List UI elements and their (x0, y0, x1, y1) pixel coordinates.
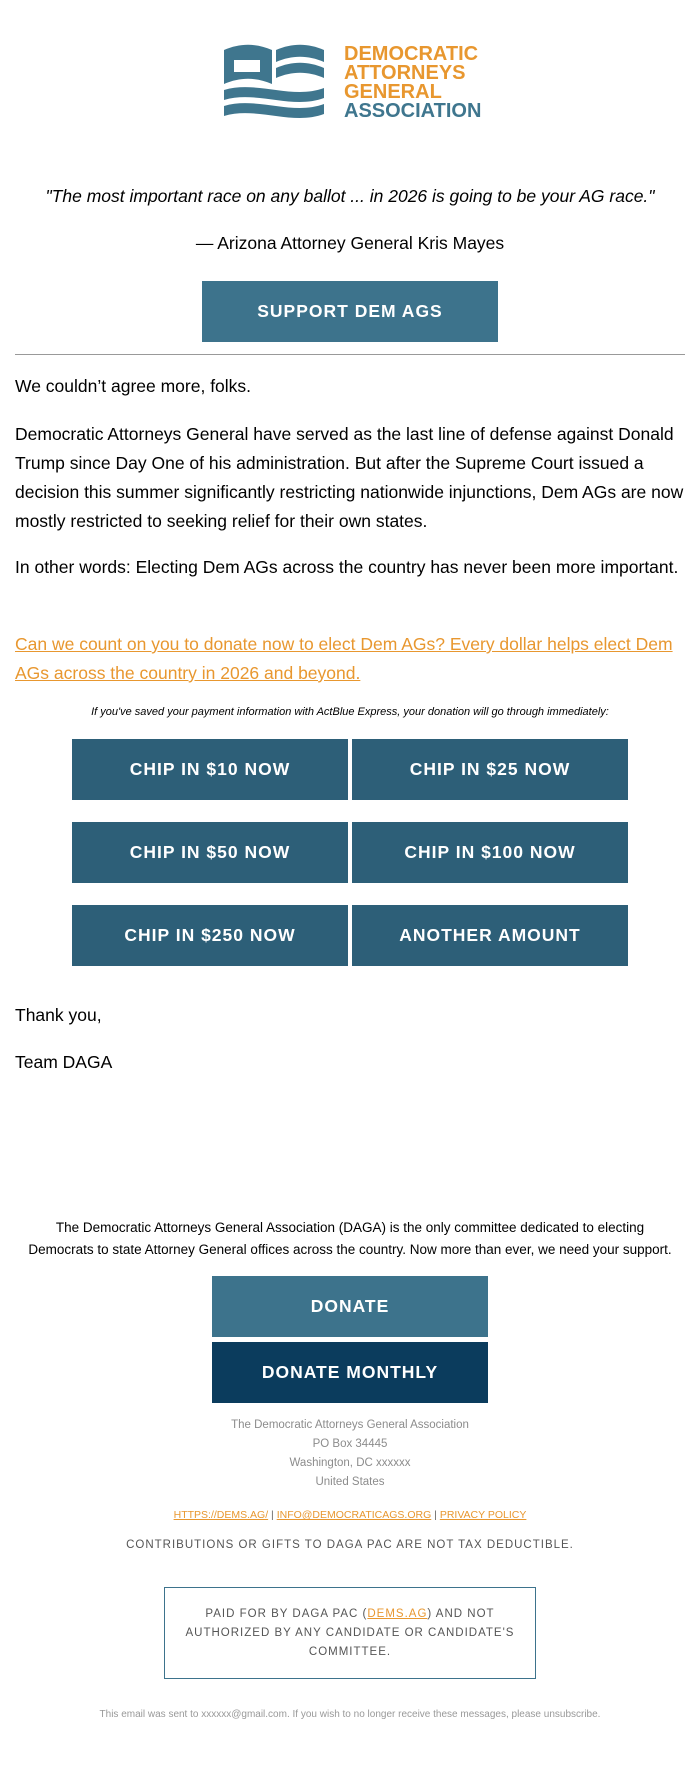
logo-line-1: DEMOCRATIC (344, 43, 479, 65)
body-paragraph-3: In other words: Electing Dem AGs across the country has never been more important. (15, 557, 679, 577)
quote-attribution: — Arizona Attorney General Kris Mayes (195, 233, 505, 253)
chip-in-25-button[interactable]: CHIP IN $25 NOW (352, 739, 628, 800)
divider (15, 354, 685, 355)
body-paragraph-1: We couldn’t agree more, folks. (15, 376, 252, 396)
logo-wordmark (344, 45, 481, 121)
daga-logo (220, 44, 480, 130)
unsubscribe-note: This email was sent to xxxxxx@gmail.com. If you wish to no longer receive these messages, please unsubscribe. (99, 1709, 601, 1720)
footer-links (0, 1509, 700, 1521)
address-org: The Democratic Attorneys General Association (231, 1419, 469, 1431)
paid-for-text-end: ) AND NOT AUTHORIZED BY ANY CANDIDATE OR CANDIDATE'S COMMITTEE. (185, 1607, 515, 1658)
link-separator: | (431, 1509, 440, 1521)
body-paragraph-2: Democratic Attorneys General have served as the last line of defense against Donald Trump since Day One of his administration. But after the Supreme Court issued a decision this summer significantly restricting nationwide injunctions, Dem AGs are now mostly restricted to seeking relief for their own states. (15, 424, 684, 531)
chip-in-10-button[interactable]: CHIP IN $10 NOW (72, 739, 348, 800)
paid-for-text-start: PAID FOR BY DAGA PAC ( (205, 1607, 368, 1620)
dems-ag-link[interactable]: DEMS.AG (367, 1607, 428, 1620)
signoff-team: Team DAGA (15, 1052, 113, 1072)
footer-description-line-1: The Democratic Attorneys General Association (DAGA) is the only committee dedicated to electing (55, 1220, 645, 1235)
mailing-address (0, 1416, 700, 1492)
address-city: Washington, DC xxxxxx (289, 1457, 411, 1469)
footer-description (0, 1217, 700, 1261)
paid-for-disclaimer (180, 1605, 520, 1662)
flag-logo-icon (220, 44, 330, 124)
another-amount-button[interactable]: ANOTHER AMOUNT (352, 905, 628, 966)
actblue-note: If you've saved your payment information with ActBlue Express, your donation will go through immediately: (91, 706, 609, 718)
logo-line-2: ATTORNEYS (344, 62, 466, 84)
quote-text: "The most important race on any ballot ... in 2026 is going to be your AG race." (45, 186, 655, 206)
chip-in-50-button[interactable]: CHIP IN $50 NOW (72, 822, 348, 883)
signoff-thanks: Thank you, (15, 1005, 102, 1025)
donate-button[interactable]: DONATE (212, 1276, 488, 1337)
chip-in-100-button[interactable]: CHIP IN $100 NOW (352, 822, 628, 883)
tax-deductible-note: CONTRIBUTIONS OR GIFTS TO DAGA PAC ARE NOT TAX DEDUCTIBLE. (126, 1539, 574, 1551)
logo-line-4: ASSOCIATION (344, 100, 482, 122)
logo-line-3: GENERAL (344, 81, 442, 103)
paid-for-disclaimer-box (164, 1587, 536, 1679)
address-po: PO Box 34445 (312, 1438, 388, 1450)
address-country: United States (315, 1476, 385, 1488)
footer-description-line-2: Democrats to state Attorney General offices across the country. Now more than ever, we need your support. (28, 1242, 672, 1257)
email-link[interactable]: INFO@DEMOCRATICAGS.ORG (276, 1509, 432, 1521)
link-separator: | (268, 1509, 277, 1521)
privacy-policy-link[interactable]: PRIVACY POLICY (439, 1509, 527, 1521)
website-link[interactable]: HTTPS://DEMS.AG/ (173, 1509, 269, 1521)
donate-cta-link[interactable]: Can we count on you to donate now to elect Dem AGs? Every dollar helps elect Dem AGs across the country in 2026 and beyond. (15, 634, 673, 683)
chip-in-250-button[interactable]: CHIP IN $250 NOW (72, 905, 348, 966)
support-dem-ags-button[interactable]: SUPPORT DEM AGS (202, 281, 498, 342)
donate-monthly-button[interactable]: DONATE MONTHLY (212, 1342, 488, 1403)
